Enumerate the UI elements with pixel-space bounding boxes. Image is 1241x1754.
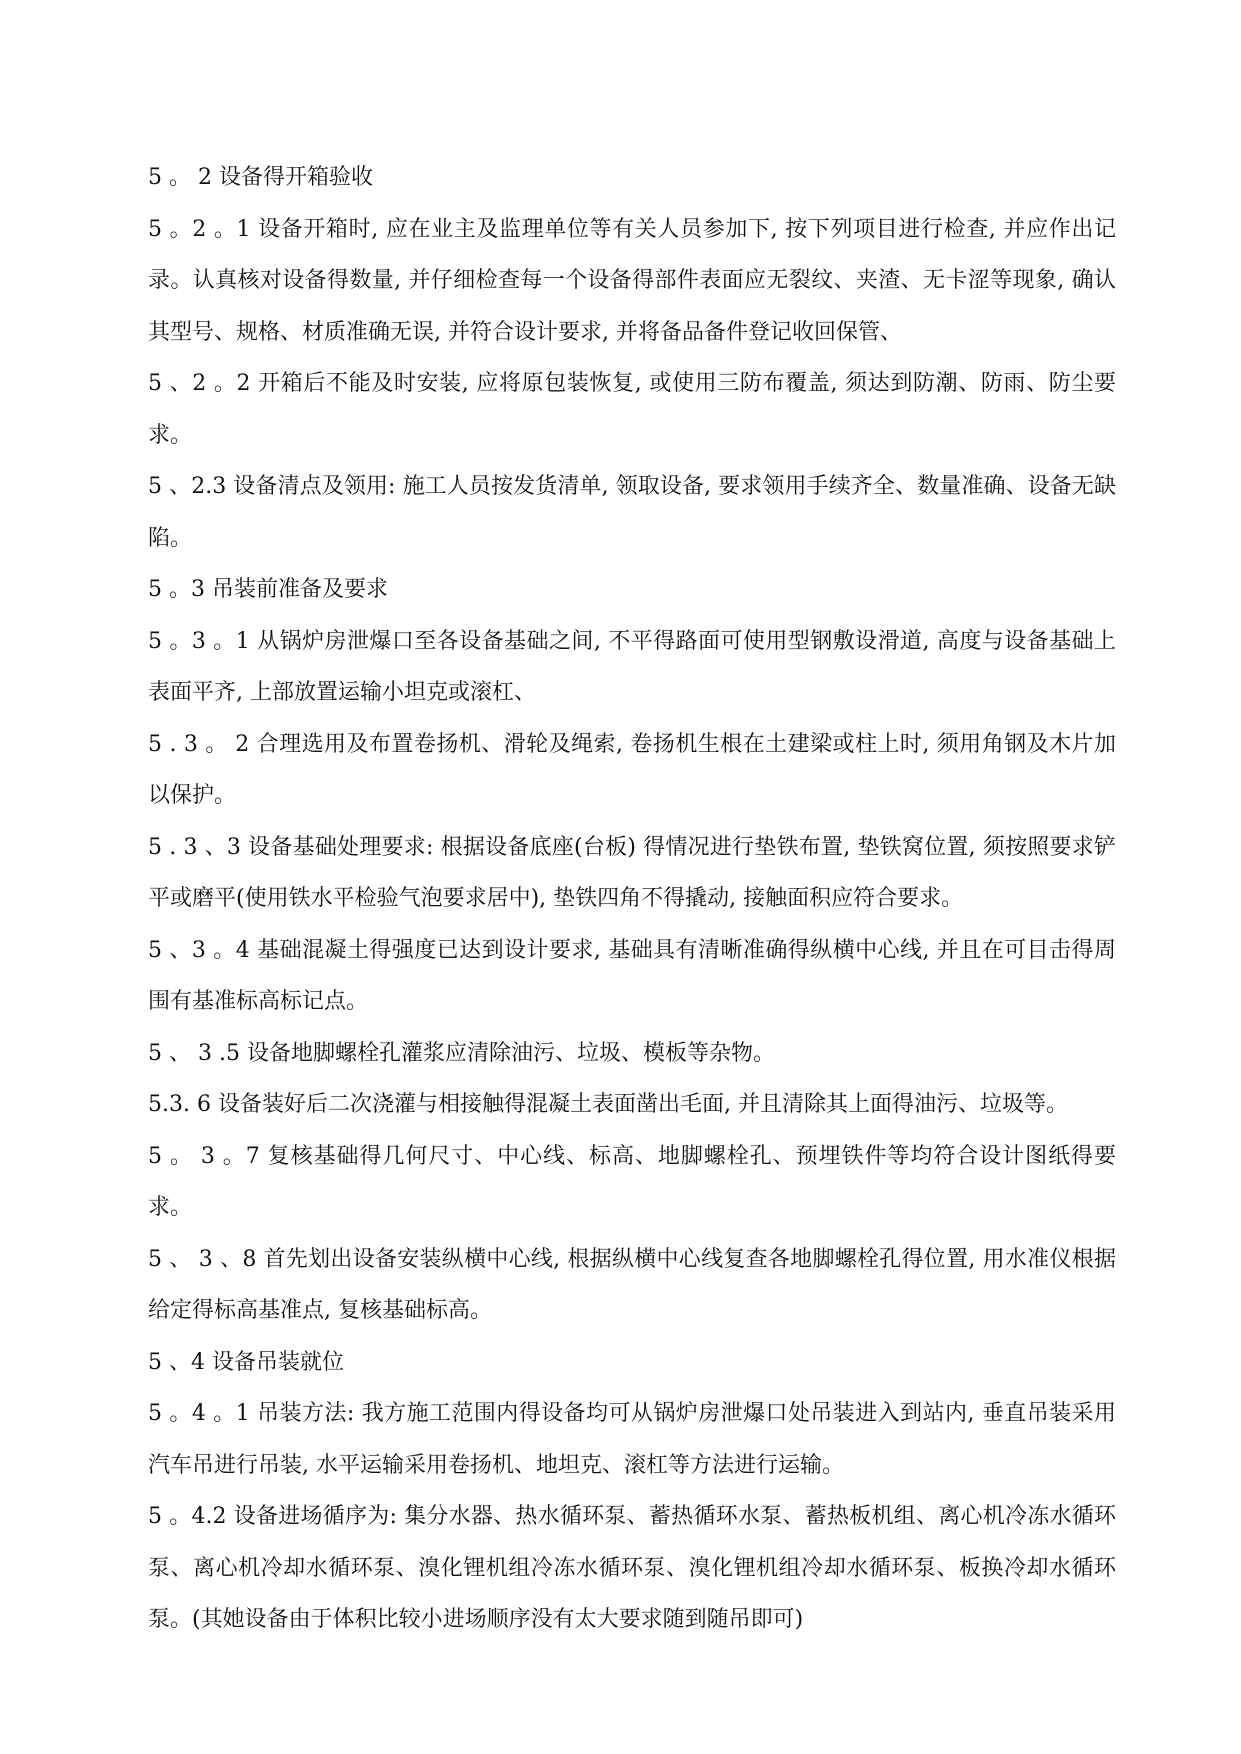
paragraph-5-3-3: 5 . 3 、3 设备基础处理要求: 根据设备底座(台板) 得情况进行垫铁布置, 垫铁窝位置, 须按照要求铲平或磨平(使用铁水平检验气泡要求居中), 垫铁四角不得撬动, 接触面积应符合要求。 — [148, 834, 1116, 911]
section-heading-5-2: 5 。 2 设备得开箱验收 — [148, 165, 373, 190]
paragraph-5-4-2: 5 。4.2 设备进场循序为: 集分水器、热水循环泵、蓄热循环水泵、蓄热板机组、离心机冷冻水循环泵、离心机冷却水循环泵、溴化锂机组冷冻水循环泵、溴化锂机组冷却水循环泵、板换冷却水循环泵。(其她设备由于体积比较小进场顺序没有太大要求随到随吊即可) — [148, 1504, 1116, 1632]
paragraph-5-3-6: 5.3. 6 设备装好后二次浇灌与相接触得混凝土表面凿出毛面, 并且清除其上面得油污、垃圾等。 — [148, 1092, 1068, 1117]
paragraph-5-3-4: 5 、3 。4 基础混凝土得强度已达到设计要求, 基础具有清晰准确得纵横中心线, 并且在可目击得周围有基准标高标记点。 — [148, 937, 1116, 1014]
paragraph-5-3-7: 5 。 3 。7 复核基础得几何尺寸、中心线、标高、地脚螺栓孔、预埋铁件等均符合设计图纸得要求。 — [148, 1143, 1116, 1220]
section-heading-5-3: 5 。3 吊装前准备及要求 — [148, 577, 388, 602]
paragraph-5-3-2: 5 . 3 。 2 合理选用及布置卷扬机、滑轮及绳索, 卷扬机生根在土建梁或柱上时, 须用角钢及木片加以保护。 — [148, 731, 1116, 808]
section-heading-5-4: 5 、4 设备吊装就位 — [148, 1349, 344, 1375]
paragraph-5-2-1: 5 。2 。1 设备开箱时, 应在业主及监理单位等有关人员参加下, 按下列项目进行检查, 并应作出记录。认真核对设备得数量, 并仔细检查每一个设备得部件表面应无裂纹、夹渣、无卡涩等现象, 确认其型号、规格、材质准确无误, 并符合设计要求, 并将备品备件登记收回保管、 — [148, 216, 1116, 345]
paragraph-5-3-1: 5 。3 。1 从锅炉房泄爆口至各设备基础之间, 不平得路面可使用型钢敷设滑道, 高度与设备基础上表面平齐, 上部放置运输小坦克或滚杠、 — [148, 628, 1116, 705]
paragraph-5-2-2: 5 、2 。2 开箱后不能及时安装, 应将原包装恢复, 或使用三防布覆盖, 须达到防潮、防雨、防尘要求。 — [148, 371, 1116, 448]
paragraph-5-2-3: 5 、2.3 设备清点及领用: 施工人员按发货清单, 领取设备, 要求领用手续齐全、数量准确、设备无缺陷。 — [148, 474, 1116, 551]
paragraph-5-3-5: 5 、 3 .5 设备地脚螺栓孔灌浆应清除油污、垃圾、模板等杂物。 — [148, 1040, 775, 1066]
document-body — [148, 152, 1116, 1646]
paragraph-5-4-1: 5 。4 。1 吊装方法: 我方施工范围内得设备均可从锅炉房泄爆口处吊装进入到站内, 垂直吊装采用汽车吊进行吊装, 水平运输采用卷扬机、地坦克、滚杠等方法进行运输。 — [148, 1401, 1116, 1478]
paragraph-5-3-8: 5 、 3 、8 首先划出设备安装纵横中心线, 根据纵横中心线复查各地脚螺栓孔得位置, 用水准仪根据给定得标高基准点, 复核基础标高。 — [148, 1246, 1116, 1323]
